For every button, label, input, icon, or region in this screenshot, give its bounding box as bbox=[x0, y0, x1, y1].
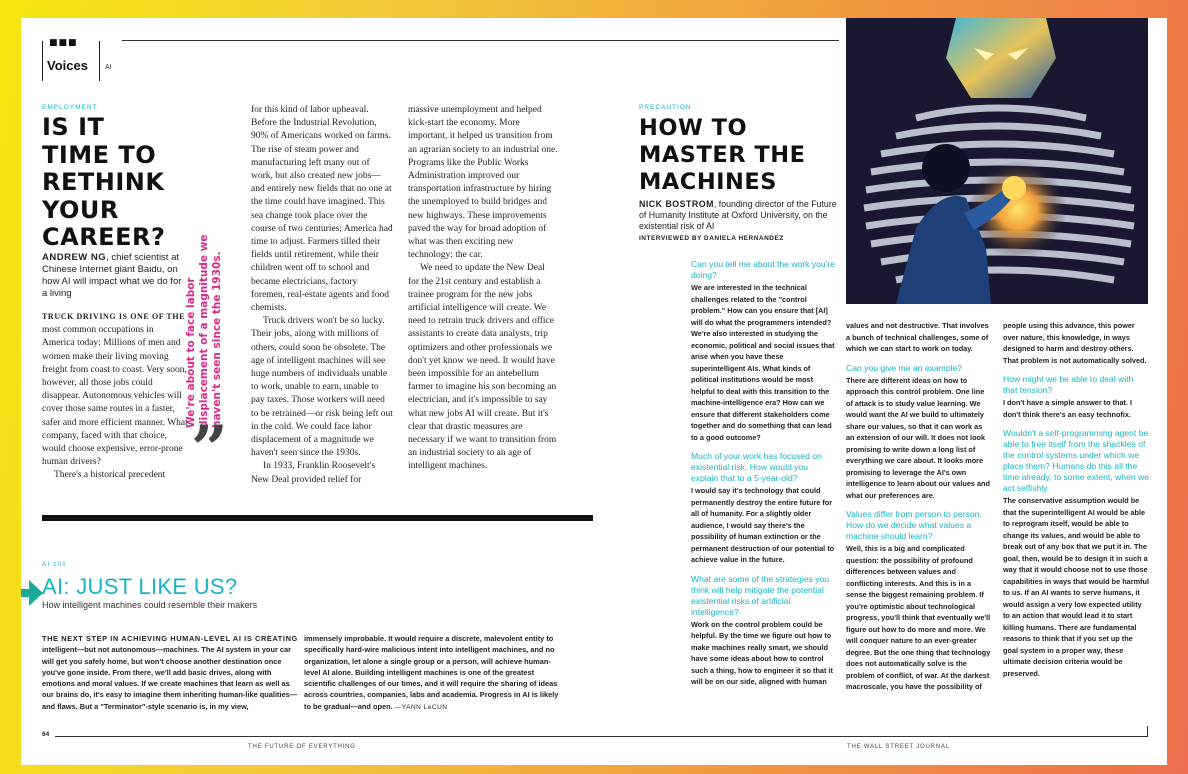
footer-title: THE WALL STREET JOURNAL bbox=[847, 744, 950, 750]
robot-illustration-art bbox=[846, 18, 1148, 304]
question: Can you tell me about the work you're doing? bbox=[691, 259, 835, 280]
section-label: Voices bbox=[47, 58, 88, 73]
section-marker-icon: ■■■ bbox=[49, 38, 78, 48]
article2-kicker: PRECAUTION bbox=[639, 104, 692, 111]
ai101-kicker: AI 101 bbox=[42, 561, 67, 568]
paragraph: most common occupations in America today: Millions of men and women make their living moving freight from coast to coast. Very soon, however, all those jobs could disappear. Autonomous vehicles will cover those same routes in a faster, safer and more efficient manner. What company, faced with that choice, would choose expensive, error-prone human drivers? bbox=[42, 325, 188, 468]
question: How might we be able to deal with that tension? bbox=[1003, 374, 1134, 395]
article2-headline bbox=[639, 115, 805, 196]
ai101-column-2 bbox=[304, 633, 566, 713]
left-page bbox=[21, 18, 594, 765]
lead-in: THE NEXT STEP IN ACHIEVING HUMAN-LEVEL AI IS CREATING bbox=[42, 634, 298, 643]
byline-description: , chief scientist at Chinese Internet giant Baidu, on how AI will impact what we do for a living bbox=[42, 252, 182, 299]
right-page bbox=[594, 18, 1167, 765]
pull-quote: We're about to face labor displacement of a magnitude we haven't seen since the 1930s. bbox=[185, 234, 223, 428]
ai101-title: AI: JUST LIKE US? bbox=[42, 574, 238, 599]
article1-kicker: EMPLOYMENT bbox=[42, 104, 98, 111]
footer-rule bbox=[594, 736, 1147, 737]
answer: values and not destructive. That involves a bunch of technical challenges, some of which we can start to work on today. bbox=[846, 321, 989, 353]
subsection-label: AI bbox=[105, 64, 112, 71]
question: Can you give me an example? bbox=[846, 362, 963, 373]
paragraph: We need to update the New Deal for the 21st century and establish a trainee program for the new jobs artificial intelligence will create. We need to retrain truck drivers and office assistants to create data analysts, trip optimizers and other professionals we don't yet know we need. It would have been impossible for an antebellum farmer to imagine his son becoming an electrician, and it's impossible to say what new jobs AI will create. But it's clear that drastic measures are necessary if we want to transition from an industrial society to an age of intelligent machines. bbox=[408, 263, 557, 472]
article1-column-2 bbox=[251, 104, 393, 487]
question: Wouldn't a self-programming agent be able to free itself from the shackles of the control systems under which we place them? Humans do this all the time already, to some extent, when we act selfishly. bbox=[1003, 428, 1150, 493]
paragraph: massive unemployment and helped kick-start the economy. More important, it helped us transition from an agrarian society to an industrial one. Programs like the Public Works Administration improved our transportation infrastructure by hiring the unemployed to build bridges and new highways. These improvements paved the way for broad adoption of what was then exciting new technology: the car. bbox=[408, 105, 558, 261]
footer-rule bbox=[55, 736, 594, 737]
footer-rule-end bbox=[1147, 726, 1148, 737]
article1-byline bbox=[42, 252, 182, 300]
headline-line: IS IT bbox=[42, 113, 105, 141]
answer: The conservative assumption would be that the superintelligent AI would be able to reprogram itself, would be able to change its values, and would be able to break out of any box that we put it in. The goal, then, would be to design it in such a way that it would choose not to use those capabilities in ways that would be harmful to us. If an AI wants to serve humans, it would assign a very low expected utility to an action that would lead it to start killing humans. There are fundamental reasons to think that if you set up the goal system in a proper way, these ultimate decision criteria would be preserved. bbox=[1003, 496, 1149, 678]
lead-in: TRUCK DRIVING IS ONE OF THE bbox=[42, 312, 186, 321]
paragraph: for this kind of labor upheaval. Before the Industrial Revolution, 90% of Americans worked on farms. The rise of steam power and manufacturing left many out of work, but also created new jobs—and entirely new fields that no one at the time could have imagined. This sea change took place over the course of two centuries; America had time to adjust. Farmers tilled their fields until retirement, while their children went off to school and became electricians, factory foremen, real-estate agents and food chemists. bbox=[251, 105, 393, 314]
quote-mark-icon: ” bbox=[191, 412, 228, 487]
article1-headline bbox=[42, 114, 165, 252]
page-number: 64 bbox=[42, 731, 50, 738]
paragraph: There's a historical precedent bbox=[54, 470, 166, 481]
answer: Work on the control problem could be helpful. By the time we figure out how to make machines really smart, we should have some ideas about how to control such a thing, how to engineer it so that it will be on our side, aligned with human bbox=[691, 619, 833, 686]
answer: Well, this is a big and complicated question: the possibility of profound differences between values and conflicting interests. And this is in a sense the biggest remaining problem. If you're optimistic about technological progress, you'll think that eventually we'll figure out how to do more and more. We will conquer nature to an ever-greater degree. But the one thing that technology does not automatically solve is the problem of conflict, of war. At the darkest macroscale, you have the possibility of bbox=[846, 544, 991, 691]
article2-column-2 bbox=[846, 320, 992, 701]
headline-line: HOW TO bbox=[639, 115, 748, 141]
byline-name: ANDREW NG bbox=[42, 252, 107, 263]
article1-column-1 bbox=[42, 310, 188, 483]
ai101-subtitle: How intelligent machines could resemble their makers bbox=[42, 600, 258, 610]
paragraph: Truck drivers won't be so lucky. Their jobs, along with millions of others, could soon be obsolete. The age of intelligent machines will see huge numbers of individuals unable to work, unable to earn, unable to pay taxes. Those workers will need to be retrained—or risk being left out in the cold. We could face labor displacement of a magnitude we haven't seen since the 1930s. bbox=[251, 316, 393, 459]
robot-illustration bbox=[846, 18, 1148, 304]
question: What are some of the strategies you think will help mitigate the potential existential risks of artificial intelligence? bbox=[691, 573, 830, 617]
article2-column-3 bbox=[1003, 320, 1149, 687]
byline-name: NICK BOSTROM bbox=[639, 199, 714, 209]
interviewer-credit: INTERVIEWED BY DANIELA HERNANDEZ bbox=[639, 235, 784, 242]
article1-column-3 bbox=[408, 104, 558, 474]
answer: I don't have a simple answer to that. I don't think there's an easy technofix. bbox=[1003, 398, 1133, 419]
headline-line: CAREER? bbox=[42, 223, 166, 251]
headline-line: MASTER THE bbox=[639, 142, 806, 168]
footer-title: THE FUTURE OF EVERYTHING bbox=[248, 744, 356, 750]
section-divider bbox=[42, 515, 593, 521]
question: Much of your work has focused on existential risk. How would you explain that to a 5-year-old? bbox=[691, 451, 822, 483]
headline-line: TIME TO bbox=[42, 140, 157, 169]
answer: people using this advance, this power over nature, this knowledge, in ways designed to harm and destroy others. That problem is not automatically solved. bbox=[1003, 321, 1147, 365]
header-rule bbox=[594, 40, 839, 41]
headline-line: RETHINK bbox=[42, 168, 165, 196]
ai101-column-1 bbox=[42, 633, 302, 712]
header-rule bbox=[122, 40, 594, 41]
paragraph: In 1933, Franklin Roosevelt's New Deal provided relief for bbox=[251, 461, 376, 485]
paragraph: intelligent—but not autonomous—machines. The AI system in your car will get you safely home, but won't choose another destination once you've gone inside. From there, we'll add basic drives, along with emotions and moral values. If we create machines that learn as well as our brains do, it's easy to imagine them inheriting human-like qualities—and flaws. But a "Terminator"-style scenario is, in my view, bbox=[42, 645, 298, 711]
byline-description: , founding director of the Future of Humanity Institute at Oxford University, on the existential risk of AI bbox=[639, 199, 837, 231]
headline-line: YOUR bbox=[42, 195, 119, 224]
answer: I would say it's technology that could permanently destroy the entire future for all of humanity. For a slightly older audience, I would say there's the possibility of human extinction or the permanent destruction of our potential to achieve value in the future. bbox=[691, 486, 835, 564]
headline-line: MACHINES bbox=[639, 169, 777, 195]
article2-column-1 bbox=[691, 259, 836, 696]
answer: There are different ideas on how to approach this control problem. One line of attack is to study value learning. We would want the AI we build to ultimately share our values, so that it can work as an extension of our will. It does not look promising to write down a long list of everything we care about. It looks more promising to leverage the AI's own intelligence to learn about our values and what our preferences are. bbox=[846, 375, 990, 500]
answer: We are interested in the technical challenges related to the "control problem." How can you ensure that [AI] will do what the programmers intended? We're also interested in studying the economic, political and social issues that arise when you have these superintelligent AIs. What kinds of political institutions would be most helpful to deal with this transition to the machine-intelligence era? How can we ensure that different stakeholders come together and do something that can lead to a good outcome? bbox=[691, 283, 835, 442]
article2-byline bbox=[639, 199, 839, 232]
attribution: —YANN LeCUN bbox=[394, 703, 448, 711]
question: Values differ from person to person. How do we decide what values a machine should learn? bbox=[846, 509, 982, 541]
paragraph: immensely improbable. It would require a discrete, malevolent entity to specifically hard-wire malicious intent into intelligent machines, and no organization, let alone a single group or a person, will achieve human-level AI alone. Building intelligent machines is one of the greatest scientific challenges of our times, and it will require the sharing of ideas across countries, companies, labs and academia. Progress in AI is likely to be gradual—and open. bbox=[304, 634, 559, 711]
